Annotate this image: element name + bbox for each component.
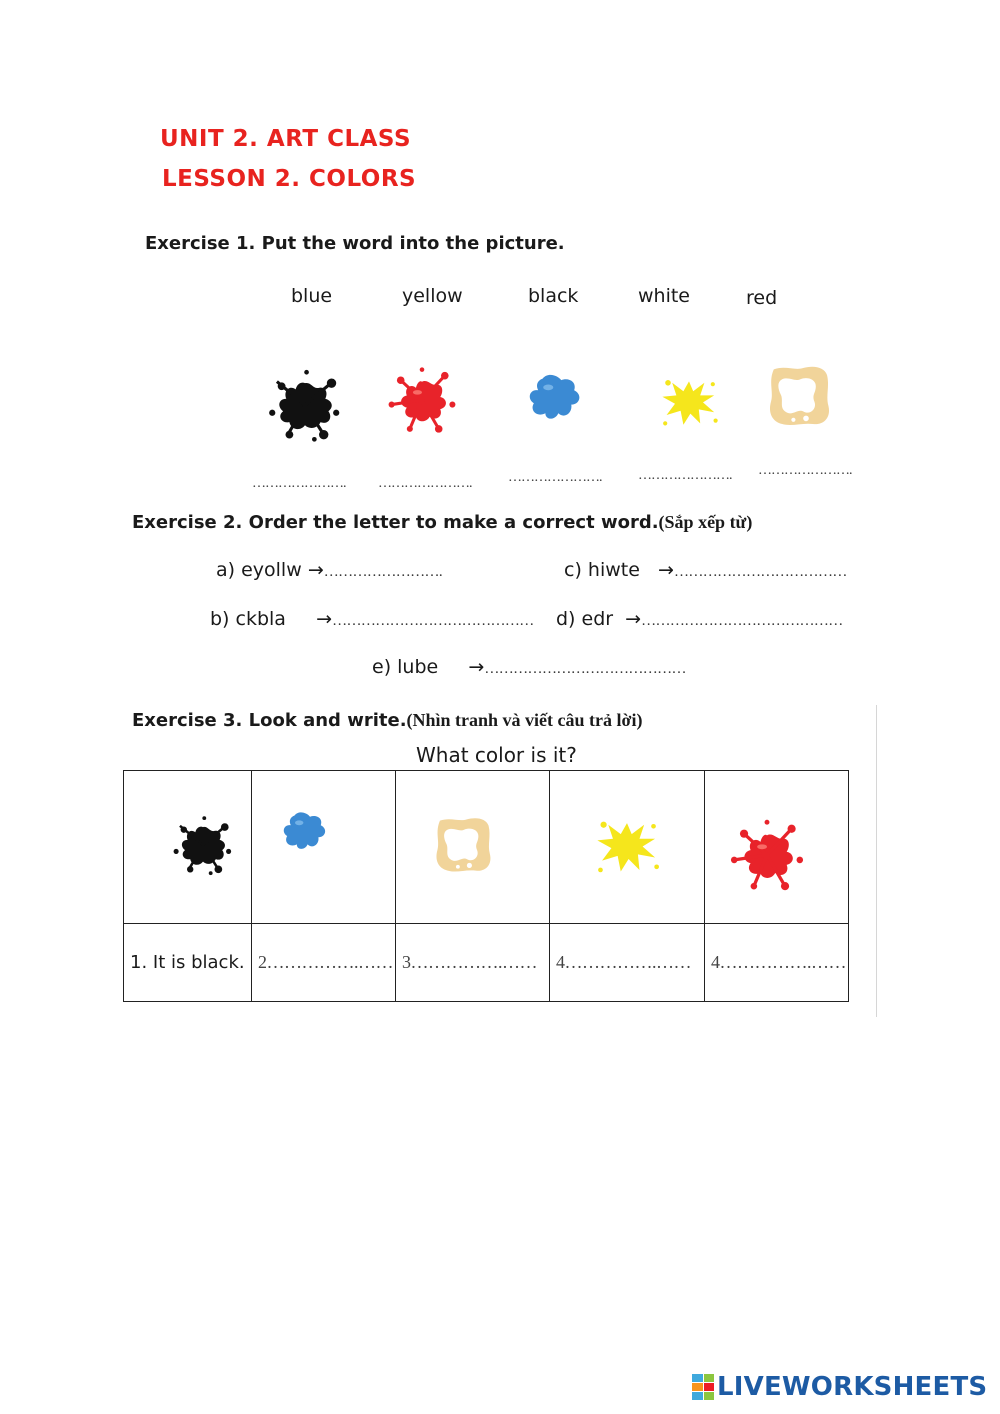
lesson-title: LESSON 2. COLORS <box>162 166 417 192</box>
picture-row <box>124 771 849 924</box>
arrow-icon: → <box>468 656 485 678</box>
scramble-blank-e[interactable]: …………………………………… <box>484 661 686 677</box>
scramble-blank-a[interactable]: ……………………. <box>323 564 443 580</box>
scramble-blank-c[interactable]: ……………………………… <box>673 564 847 580</box>
scramble-label-a: a) eyollw <box>216 559 302 581</box>
arrow-icon: → <box>625 608 642 630</box>
red-splat-icon <box>726 809 808 901</box>
answer-blank-4[interactable]: 4…………….…… <box>556 952 691 972</box>
scramble-label-d: d) edr <box>556 608 614 630</box>
answer-blank-3[interactable]: …………………. <box>508 470 602 485</box>
liveworksheets-logo-icon <box>692 1374 714 1400</box>
exercise3-heading <box>132 710 642 731</box>
answer-blank-2[interactable]: …………………. <box>378 476 472 491</box>
blue-splat-icon <box>518 360 590 432</box>
picture-cell <box>705 771 849 924</box>
scramble-item-c <box>564 559 847 581</box>
exercise2-heading <box>132 512 752 533</box>
exercise3-table <box>123 770 849 1002</box>
word-yellow: yellow <box>402 285 463 307</box>
unit-title: UNIT 2. ART CLASS <box>160 126 412 152</box>
exercise2-note: (Sắp xếp từ) <box>658 512 753 532</box>
yellow-splat-icon <box>650 366 728 436</box>
scramble-item-b <box>210 608 534 630</box>
exercise2-heading-text: Exercise 2. Order the letter to make a correct word. <box>132 512 659 533</box>
arrow-icon: → <box>658 559 674 581</box>
picture-cell <box>396 771 550 924</box>
answer-cell[interactable] <box>252 924 396 1002</box>
white-splat-icon <box>431 799 495 891</box>
word-blue: blue <box>291 285 333 307</box>
exercise1-heading: Exercise 1. Put the word into the picture. <box>145 233 565 254</box>
answer-cell[interactable] <box>705 924 849 1002</box>
exercise3-heading-text: Exercise 3. Look and write. <box>132 710 407 731</box>
scramble-blank-d[interactable]: …………………………………… <box>641 613 843 629</box>
scramble-label-b: b) ckbla <box>210 608 286 630</box>
answer-blank-5[interactable]: …………………. <box>758 463 852 478</box>
scramble-item-e <box>372 656 686 678</box>
answer-row <box>124 924 849 1002</box>
exercise3-note: (Nhìn tranh và viết câu trả lời) <box>406 710 643 730</box>
scramble-label-c: c) hiwte <box>564 559 640 581</box>
picture-cell <box>252 771 396 924</box>
answer-cell[interactable] <box>396 924 550 1002</box>
word-black: black <box>528 285 579 307</box>
page-divider <box>876 705 877 1017</box>
picture-cell <box>124 771 252 924</box>
answer-cell <box>124 924 252 1002</box>
picture-cell <box>550 771 705 924</box>
blue-splat-icon <box>274 796 334 864</box>
exercise3-question: What color is it? <box>416 743 577 767</box>
black-splat-icon <box>266 366 344 444</box>
answer-blank-3[interactable]: 3…………….…… <box>402 952 537 972</box>
answer-blank-1[interactable]: …………………. <box>252 476 346 491</box>
liveworksheets-brand[interactable] <box>692 1372 987 1402</box>
word-red: red <box>746 287 778 309</box>
black-splat-icon <box>171 803 235 887</box>
answer-blank-5[interactable]: 4…………….…… <box>711 952 846 972</box>
scramble-blank-b[interactable]: …………………………………… <box>332 613 534 629</box>
white-splat-icon <box>764 357 834 435</box>
brand-name: LIVEWORKSHEETS <box>717 1372 988 1402</box>
red-splat-icon <box>384 362 460 438</box>
scramble-item-a <box>216 559 442 581</box>
scramble-label-e: e) lube <box>372 656 439 678</box>
answer-cell[interactable] <box>550 924 705 1002</box>
arrow-icon: → <box>316 608 333 630</box>
arrow-icon: → <box>307 559 324 581</box>
scramble-item-d <box>556 608 843 630</box>
answer-blank-2[interactable]: 2…………….…… <box>258 952 393 972</box>
yellow-splat-icon <box>585 806 669 884</box>
answer-blank-4[interactable]: …………………. <box>638 468 732 483</box>
word-white: white <box>638 285 690 307</box>
answer-example: 1. It is black. <box>130 952 245 973</box>
